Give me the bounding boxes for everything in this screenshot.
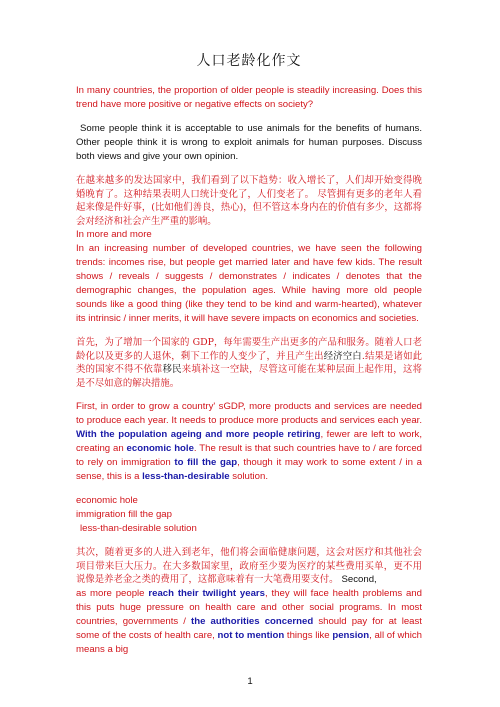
en3-part-g: things like bbox=[286, 629, 330, 641]
chinese-paragraph-2 bbox=[76, 336, 422, 390]
en3-part-a: as more people bbox=[76, 587, 145, 599]
en3-phrase-twilight-years: reach their twilight years bbox=[148, 587, 265, 599]
en2-part-a: First, in order to grow a country' sGDP, more products and services are needed to produce each year. It needs to produce more products and services each year. bbox=[76, 401, 422, 426]
discussion-prompt: Some people think it is acceptable to use animals for the benefits of humans. Other people think it is wrong to exploit animals for human purposes. Discuss both views and give your own opinion. bbox=[76, 123, 422, 162]
en3-part-i: , all of which means a big bbox=[76, 629, 422, 655]
english-paragraph-1: In an increasing number of developed countries, we have seen the following trends: incomes rise, but people get married later and have few kids. The result shows / reveals / suggests / demonstrates / indicates / denotes that the demographic changes, the population ages. While having more old people sounds like a good thing (like they tend to be kind and warm-hearted), whatever its intrinsic / inner merits, it will have severe impacts on economics and societies. bbox=[76, 243, 422, 324]
en3-phrase-pension: pension bbox=[332, 629, 370, 641]
en2-phrase-less-than-desirable: less-than-desirable bbox=[142, 471, 230, 482]
en2-part-e: . The result is that such countries have to / are forced to rely on immigration bbox=[76, 443, 423, 468]
chinese-paragraph-1: 在越来越多的发达国家中，我们看到了以下趋势：收入增长了，人们却开始变得晚婚晚育了。这种结果表明人口统计变化了，人们变老了。 尽管拥有更多的老年人看起来像是件好事，(比如他们善良，热心)，但不管这本身内在的价值有多少，这都将会对经济和社会产生严重的影响。 bbox=[76, 175, 422, 227]
cn2-part-c: .结果是诸如此类的国家不得不依靠 bbox=[76, 350, 422, 375]
english-paragraph-3 bbox=[76, 587, 422, 657]
page-title: 人口老龄化作文 bbox=[196, 53, 302, 69]
phrase-in-more: In more and more bbox=[76, 229, 152, 240]
cn2-part-e: 来填补这一空缺，尽管这可能在某种层面上起作用，这将是不尽如意的解决措施。 bbox=[76, 364, 422, 389]
vocabulary-list bbox=[76, 494, 422, 536]
cn2-part-a: 首先，为了增加一个国家的 GDP，每年需要生产出更多的产品和服务。随着人口老龄化以及更多的人退休，剩下工作的人变少了，并且产生出 bbox=[76, 337, 422, 362]
en3-phrase-not-to-mention: not to mention bbox=[217, 629, 285, 641]
en2-part-i: solution. bbox=[232, 471, 268, 482]
en2-phrase-population-ageing: With the population ageing and more people retiring bbox=[76, 429, 321, 440]
vocab-item: economic hole bbox=[76, 495, 138, 506]
cn3-second-label: Second, bbox=[341, 574, 377, 585]
cn3-part-a: 其次，随着更多的人进入到老年，他们将会面临健康问题，这会对医疗和其他社会项目带来巨大压力。在大多数国家里，政府至少要为医疗的某些费用买单，更不用说像是养老金之类的费用了，这都意味着有一大笔费用要支付。 bbox=[76, 547, 422, 585]
en3-part-c: , they will face health problems and this puts huge pressure on health care and other social programs. In most countries, governments / bbox=[76, 587, 422, 627]
chinese-paragraph-3 bbox=[76, 546, 422, 587]
en2-phrase-economic-hole: economic hole bbox=[126, 443, 194, 454]
cn2-keyword-immigration: 移民 bbox=[162, 364, 182, 375]
vocab-item: less-than-desirable solution bbox=[80, 523, 197, 534]
en2-part-c: , fewer are left to work, creating an bbox=[76, 429, 422, 454]
vocab-item: immigration fill the gap bbox=[76, 509, 172, 520]
en2-phrase-fill-the-gap: to fill the gap bbox=[174, 457, 238, 468]
page-number: 1 bbox=[247, 676, 253, 687]
en3-part-e: should pay for at least some of the costs of health care, bbox=[76, 615, 422, 641]
en2-part-g: , though it may work to some extent / in a sense, this is a bbox=[76, 457, 422, 482]
en3-phrase-authorities: the authorities concerned bbox=[191, 615, 314, 627]
essay-question: In many countries, the proportion of older people is steadily increasing. Does this trend have more positive or negative effects on society? bbox=[76, 85, 422, 110]
cn2-keyword-economic-hole: 经济空白 bbox=[323, 350, 362, 362]
english-paragraph-2 bbox=[76, 400, 422, 484]
